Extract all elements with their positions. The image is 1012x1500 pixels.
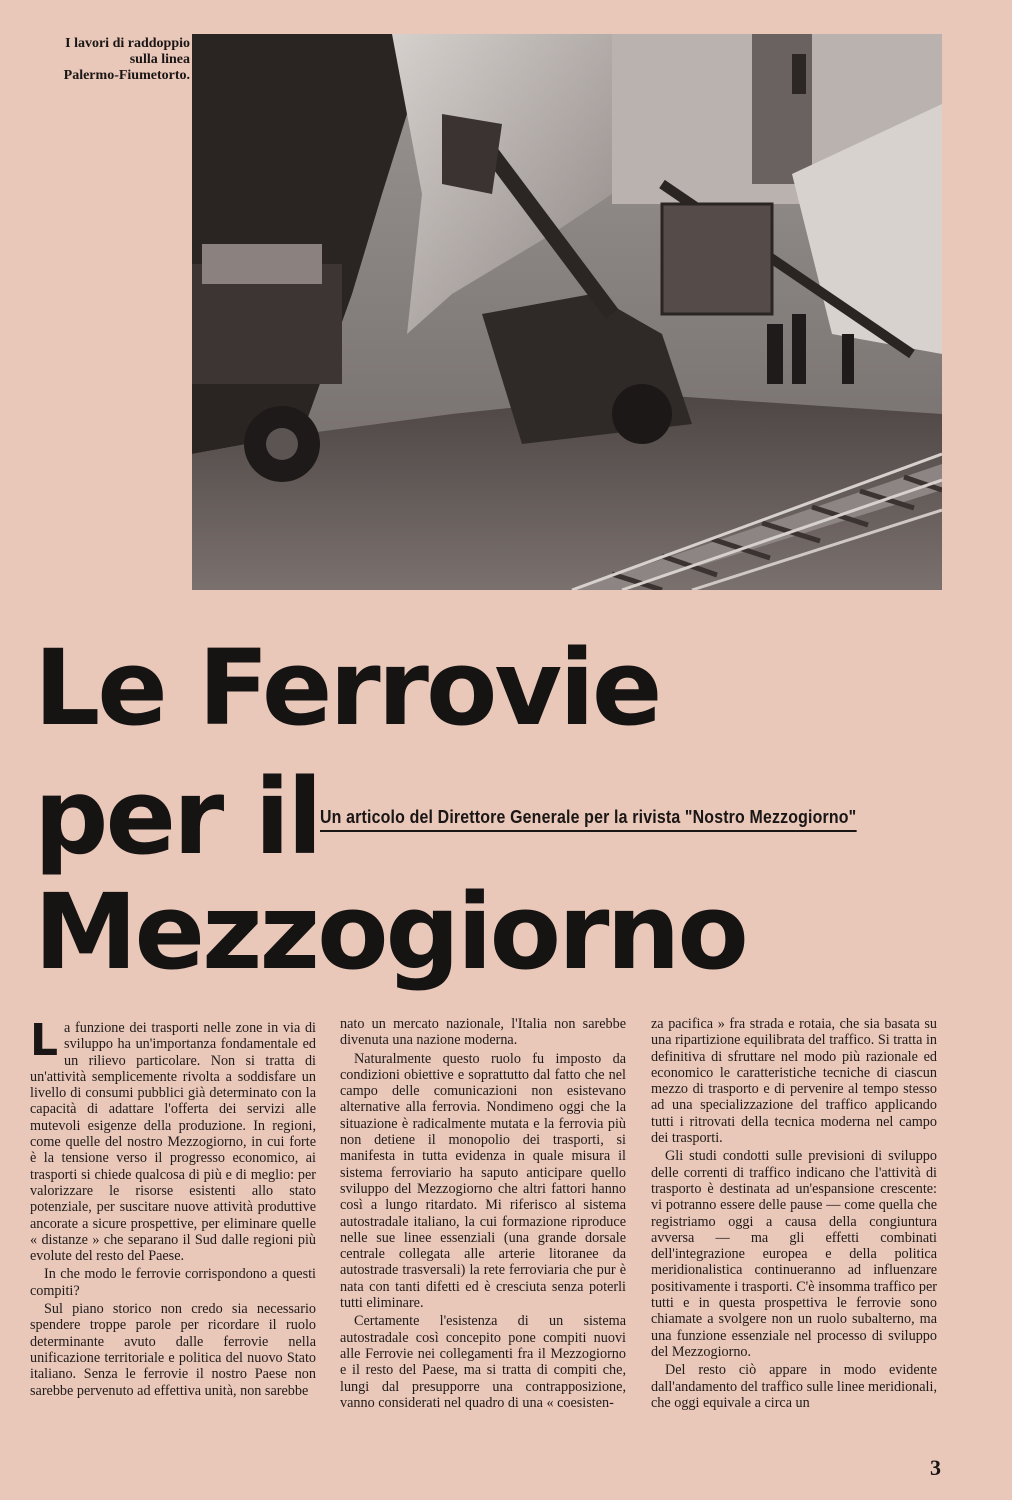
headline-line-2: per il — [34, 756, 320, 878]
headline-line-1: Le Ferrovie — [34, 627, 660, 749]
article-paragraph: Sul piano storico non credo sia necessario spendere troppe parole per ricordare il ruolo determinante avuto dalle ferrovie nella unificazione territoriale e politica del nuovo Stato italiano. Senza le ferrovie il nostro Paese non sarebbe pervenuto ad effettiva unità, non sarebbe — [30, 1301, 316, 1399]
article-paragraph: Gli studi condotti sulle previsioni di sviluppo delle correnti di traffico indicano che l'attività di trasporto è destinata ad un'espansione crescente: vi potranno essere delle pause — come quella che registriamo oggi a causa della congiuntura avversa — ma gli effetti combinati dell'integrazione europea e della politica meridionalistica continueranno ad influenzare positivamente i trasporti. C'è insomma traffico per tutti e in questa prospettiva le ferrovie sono chiamate a svolgere non un ruolo subalterno, ma una funzione essenziale nel processo di sviluppo del Mezzogiorno. — [651, 1148, 937, 1360]
article-paragraph: In che modo le ferrovie corrispondono a questi compiti? — [30, 1266, 316, 1299]
drop-cap: L — [30, 1015, 59, 1066]
construction-photo — [192, 34, 942, 590]
paragraph-text: a funzione dei trasporti nelle zone in via di sviluppo ha un'importanza fondamentale ed un rilievo particolare. Non si tratta di un'attività semplicemente rivolta a soddisfare un livello di consumi pubblici già determinato con la capacità di adattare l'offerta dei servizi alle mutevoli esigenze della produzione. In regioni, come quelle del nostro Mezzogiorno, in cui forte è la tensione verso il progresso economico, ai trasporti si chiede qualcosa di più e di meglio: per valorizzare le risorse esistenti allo stato potenziale, per suscitare nuove attività produttive ancorate a sicure prospettive, per eliminare quelle « distanze » che separano il Sud dalle regioni più evolute del resto del Paese. — [30, 1020, 316, 1265]
article-paragraph: za pacifica » fra strada e rotaia, che sia basata su una ripartizione equilibrata del traffico. Si tratta in definitiva di sfruttare nel modo più razionale ed economico le caratteristiche tecniche di ciascun mezzo di trasporto e di pervenire al tempo stesso ad una specializzazione del traffico applicando tutti i ritrovati della tecnica moderna nel campo dei trasporti. — [651, 1016, 937, 1147]
article-paragraph: nato un mercato nazionale, l'Italia non sarebbe divenuta una nazione moderna. — [340, 1016, 626, 1049]
page-number: 3 — [930, 1455, 941, 1480]
caption-line-3: Palermo-Fiumetorto. — [63, 68, 190, 83]
caption-line-1: I lavori di raddoppio — [65, 36, 190, 51]
subtitle: Un articolo del Direttore Generale per la rivista "Nostro Mezzogiorno" — [320, 806, 857, 832]
article-paragraph — [30, 1015, 316, 1265]
photo-caption — [14, 36, 190, 84]
article-paragraph: Certamente l'esistenza di un sistema autostradale così concepito pone compiti nuovi alle Ferrovie nei collegamenti fra il Mezzogiorno e il resto del Paese, ma si tratta di compiti che, lungi dal presupporre una contrapposizione, vanno considerati nel quadro di una « coesisten- — [340, 1313, 626, 1411]
caption-line-2: sulla linea — [129, 52, 190, 67]
construction-photo-illustration — [192, 34, 942, 590]
headline-line-3: Mezzogiorno — [34, 871, 746, 993]
article-column-3 — [651, 1016, 937, 1413]
article-column-1 — [30, 1015, 316, 1401]
article-column-2 — [340, 1016, 626, 1413]
article-paragraph: Del resto ciò appare in modo evidente dall'andamento del traffico sulle linee meridionali, che oggi equivale a circa un — [651, 1362, 937, 1411]
article-paragraph: Naturalmente questo ruolo fu imposto da condizioni obiettive e soprattutto dal fatto che nel campo delle comunicazioni non esistevano alternative alla ferrovia. Nondimeno oggi che la situazione è radicalmente mutata e la ferrovia più non detiene il monopolio dei trasporti, si manifesta in tutta evidenza in quale misura il sistema ferroviario ha saputo anticipare quello sviluppo del Mezzogiorno che altri fattori hanno così a lungo ritardato. Mi riferisco al sistema autostradale italiano, la cui formazione riproduce nelle sue linee essenziali (una grande dorsale centrale collegata alle arterie litoranee da autostrade trasversali) la rete ferroviaria che pur è nata con tanti difetti ed è cresciuta senza poterli tutti eliminare. — [340, 1050, 626, 1312]
